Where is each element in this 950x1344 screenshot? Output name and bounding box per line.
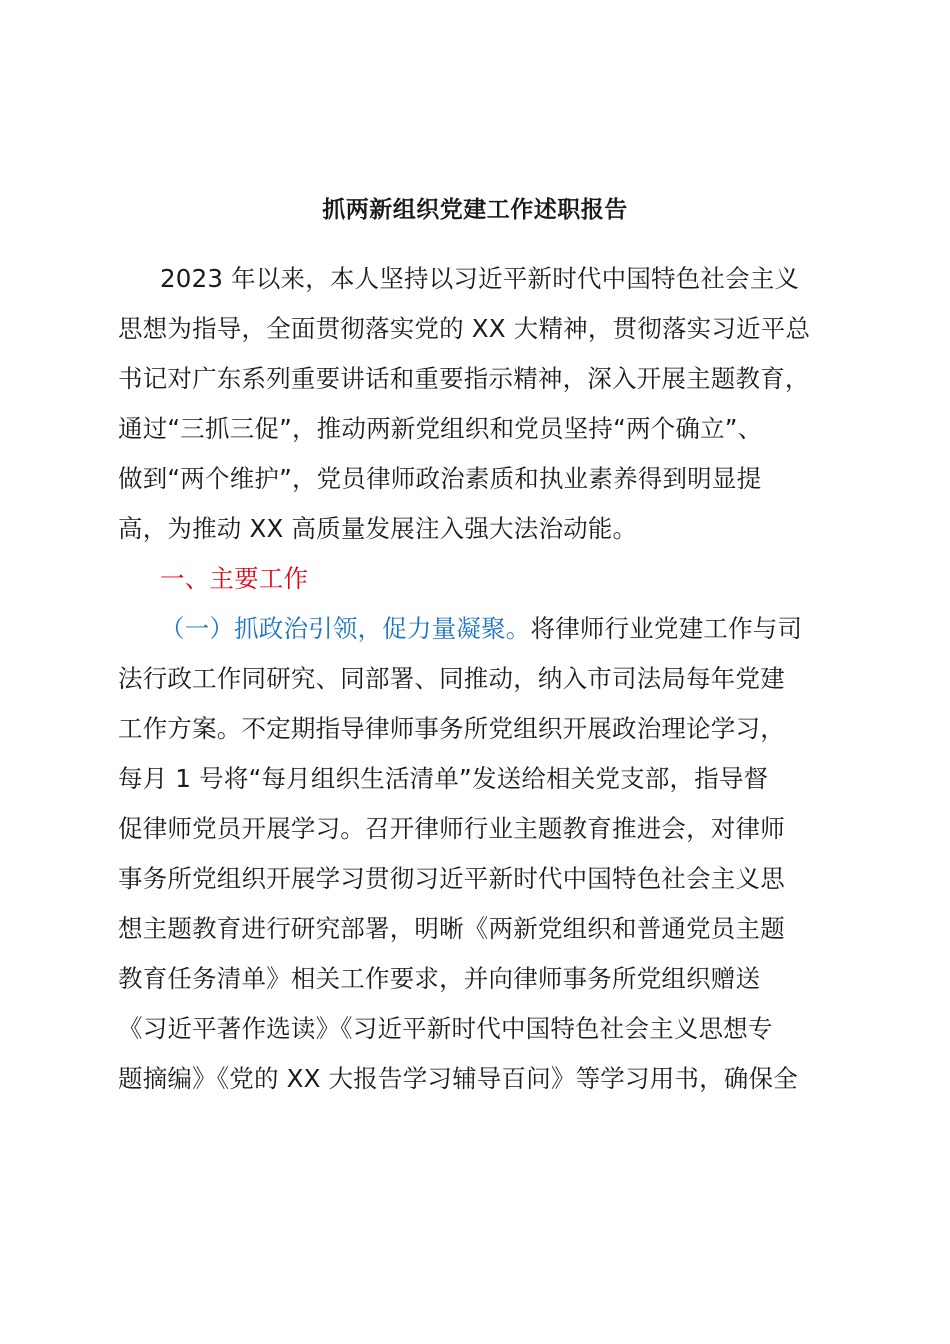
subsection-first-line	[118, 608, 834, 658]
text-line: 工作方案。不定期指导律师事务所党组织开展政治理论学习，	[118, 714, 785, 743]
text-line: 做到“两个维护”，党员律师政治素质和执业素养得到明显提	[118, 464, 762, 493]
document-title: 抓两新组织党建工作述职报告	[322, 197, 628, 223]
text-line: 事务所党组织开展学习贯彻习近平新时代中国特色社会主义思	[118, 864, 785, 893]
text-line: 促律师党员开展学习。召开律师行业主题教育推进会，对律师	[118, 814, 785, 843]
text-line: 通过“三抓三促”，推动两新党组织和党员坚持“两个确立”、	[118, 414, 763, 443]
document-body	[118, 258, 834, 1108]
text-line: 《习近平著作选读》《习近平新时代中国特色社会主义思想专	[118, 1014, 773, 1043]
text-line: 书记对广东系列重要讲话和重要指示精神，深入开展主题教育，	[118, 364, 810, 393]
text-line: 思想为指导，全面贯彻落实党的 XX 大精神，贯彻落实习近平总	[118, 314, 811, 343]
section-heading: 一、主要工作	[160, 564, 309, 593]
text-line: 2023 年以来，本人坚持以习近平新时代中国特色社会主义	[160, 264, 800, 293]
text-line: 高，为推动 XX 高质量发展注入强大法治动能。	[118, 514, 638, 543]
text-line: 法行政工作同研究、同部署、同推动，纳入市司法局每年党建	[118, 664, 785, 693]
text-line: 想主题教育进行研究部署，明晰《两新党组织和普通党员主题	[118, 914, 785, 943]
subsection-text: 将律师行业党建工作与司	[530, 614, 803, 643]
subsection-heading: （一）抓政治引领，促力量凝聚。	[160, 614, 531, 643]
text-line: 题摘编》《党的 XX 大报告学习辅导百问》等学习用书，确保全	[118, 1064, 798, 1093]
text-line: 教育任务清单》相关工作要求，并向律师事务所党组织赠送	[118, 964, 761, 993]
text-line: 每月 1 号将“每月组织生活清单”发送给相关党支部，指导督	[118, 764, 769, 793]
